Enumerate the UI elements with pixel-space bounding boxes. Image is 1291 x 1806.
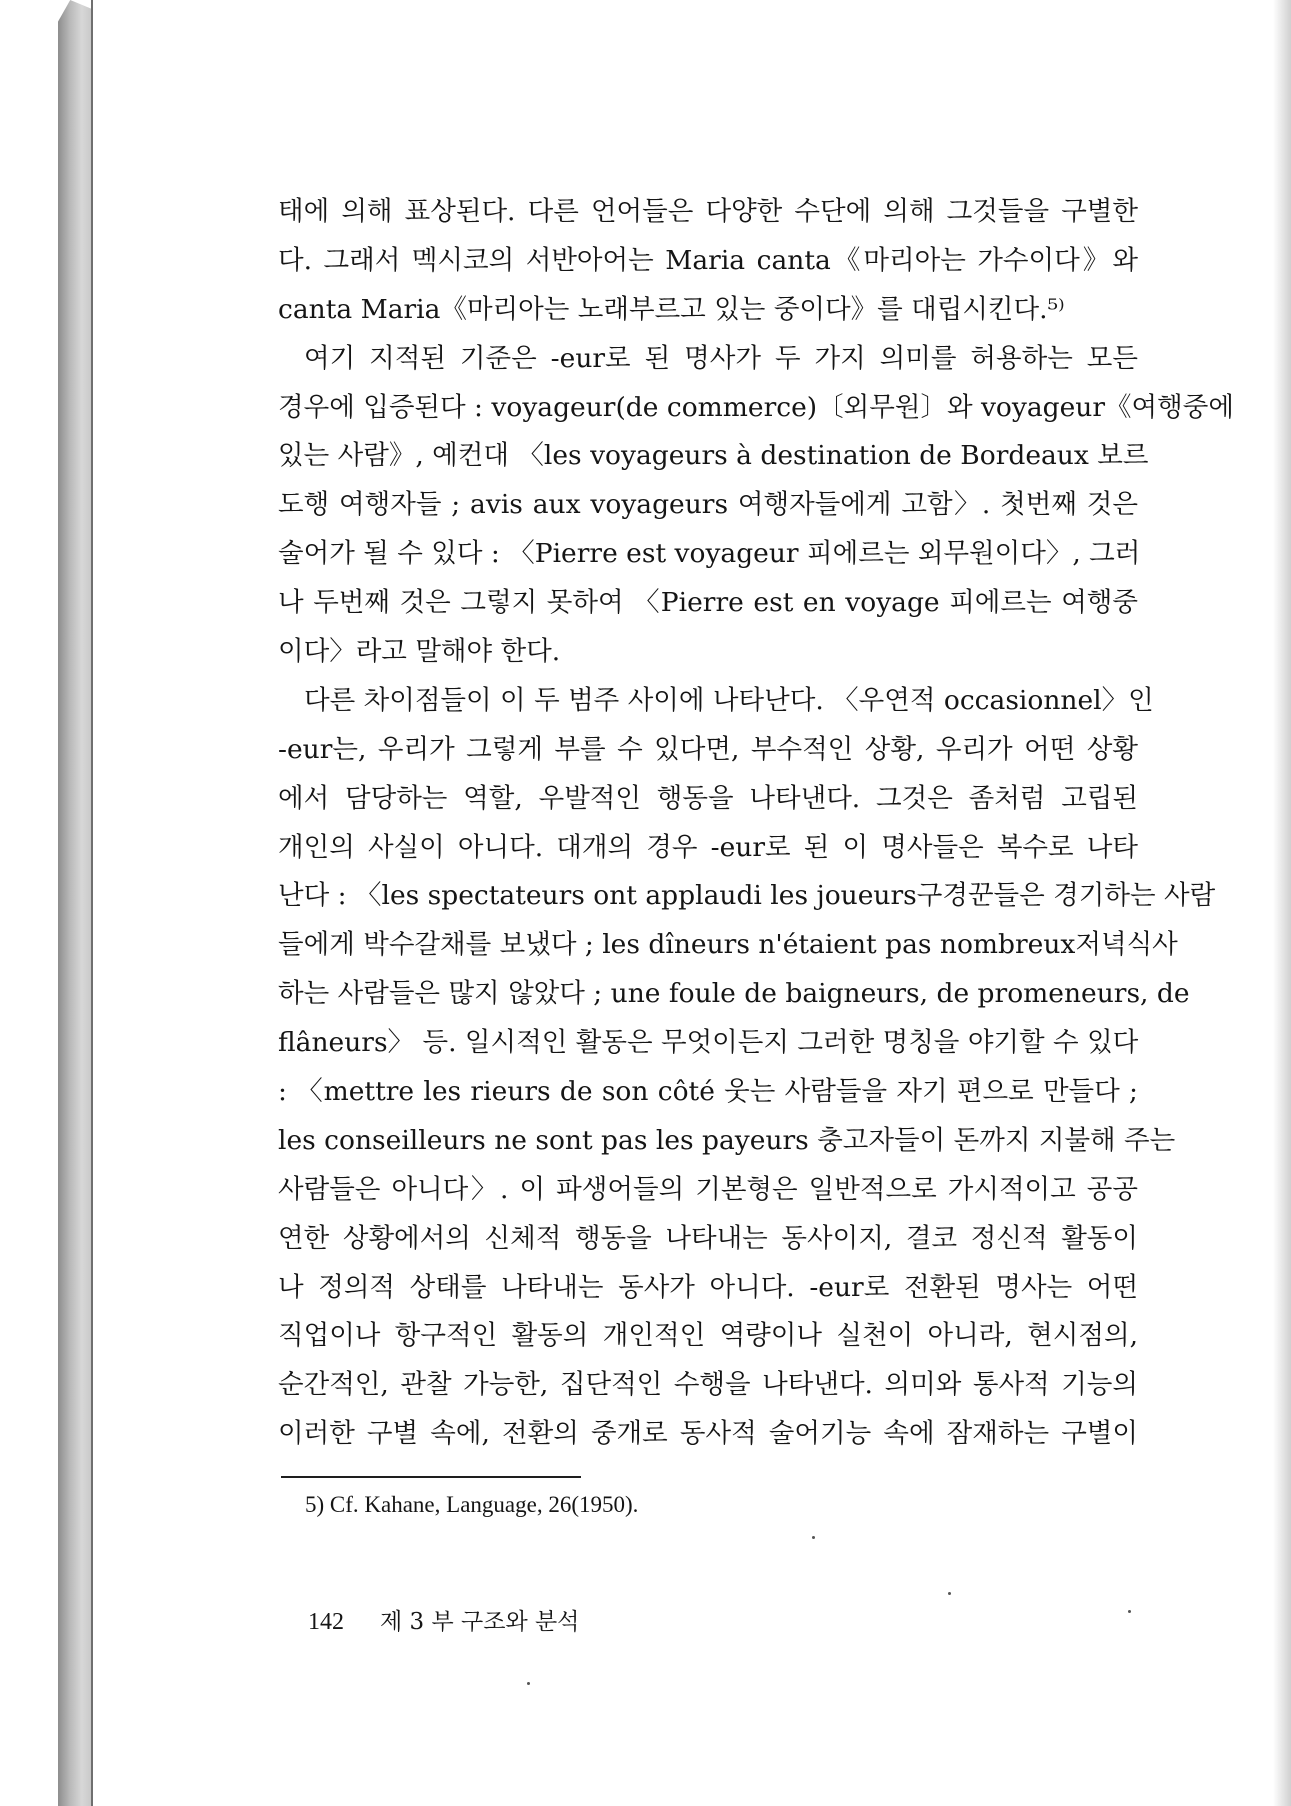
scan-speck [948, 1592, 951, 1595]
text-line: 나 정의적 상태를 나타내는 동사가 아니다. -eur로 전환된 명사는 어떤 [278, 1271, 1138, 1303]
text-line: 경우에 입증된다 : voyageur(de commerce)〔외무원〕와 voyageur《여행중에 [278, 391, 1234, 423]
text-line: 이러한 구별 속에, 전환의 중개로 동사적 술어기능 속에 잠재하는 구별이 [278, 1418, 1138, 1450]
text-line: flâneurs〉 등. 일시적인 활동은 무엇이든지 그러한 명칭을 야기할 수 있다 [278, 1027, 1139, 1059]
text-line: 태에 의해 표상된다. 다른 언어들은 다양한 수단에 의해 그것들을 구별한 [278, 196, 1138, 227]
page-shadow [1273, 0, 1291, 1806]
text-line: 다. 그래서 멕시코의 서반아어는 Maria canta《마리아는 가수이다》와 [278, 244, 1138, 276]
text-line: 이다〉라고 말해야 한다. [278, 636, 561, 668]
text-line: 하는 사람들은 많지 않았다 ; une foule de baigneurs, de promeneurs, de [278, 978, 1190, 1010]
text-line: 에서 담당하는 역할, 우발적인 행동을 나타낸다. 그것은 좀처럼 고립된 [278, 782, 1138, 814]
text-line: les conseilleurs ne sont pas les payeurs 충고자들이 돈까지 지불해 주는 [278, 1124, 1176, 1156]
page-number: 142 [308, 1609, 344, 1635]
text-line: 난다 : 〈les spectateurs ont applaudi les joueurs구경꾼들은 경기하는 사람 [278, 880, 1216, 912]
text-line: 사람들은 아니다〉. 이 파생어들의 기본형은 일반적으로 가시적이고 공공 [278, 1173, 1138, 1205]
book-page-edge [58, 0, 92, 1806]
footnote-divider [281, 1476, 581, 1478]
text-line: 개인의 사실이 아니다. 대개의 경우 -eur로 된 이 명사들은 복수로 나타 [278, 831, 1138, 863]
text-line: 도행 여행자들 ; avis aux voyageurs 여행자들에게 고함〉. 첫번째 것은 [278, 489, 1138, 521]
text-line: canta Maria《마리아는 노래부르고 있는 중이다》를 대립시킨다.⁵⁾ [278, 293, 1065, 325]
text-line: 다른 차이점들이 이 두 범주 사이에 나타난다. 〈우연적 occasionnel〉인 [304, 684, 1154, 716]
footnote: 5) Cf. Kahane, Language, 26(1950). [305, 1492, 639, 1517]
page-footer [308, 1603, 579, 1636]
text-line: 들에게 박수갈채를 보냈다 ; les dîneurs n'étaient pas nombreux저녁식사 [278, 929, 1178, 961]
text-line: -eur는, 우리가 그렇게 부를 수 있다면, 부수적인 상황, 우리가 어떤 상황 [278, 733, 1138, 765]
text-line: 연한 상황에서의 신체적 행동을 나타내는 동사이지, 결코 정신적 활동이 [278, 1222, 1138, 1254]
text-line: 나 두번째 것은 그렇지 못하여 〈Pierre est en voyage 피에르는 여행중 [278, 587, 1138, 619]
text-line: 순간적인, 관찰 가능한, 집단적인 수행을 나타낸다. 의미와 통사적 기능의 [278, 1369, 1138, 1401]
text-line: 있는 사람》, 예컨대 〈les voyageurs à destination de Bordeaux 보르 [278, 440, 1149, 472]
text-line: 술어가 될 수 있다 : 〈Pierre est voyageur 피에르는 외무원이다〉, 그러 [278, 538, 1141, 570]
body-text [278, 188, 1234, 1459]
scan-speck [527, 1682, 530, 1685]
section-title: 제 3 부 구조와 분석 [380, 1609, 580, 1635]
scan-speck [812, 1536, 815, 1539]
scan-speck [1128, 1610, 1131, 1613]
text-line: 직업이나 항구적인 활동의 개인적인 역량이나 실천이 아니라, 현시점의, [278, 1320, 1138, 1352]
text-line: : 〈mettre les rieurs de son côté 웃는 사람들을 자기 편으로 만들다 ; [278, 1076, 1138, 1108]
text-line: 여기 지적된 기준은 -eur로 된 명사가 두 가지 의미를 허용하는 모든 [304, 342, 1138, 374]
